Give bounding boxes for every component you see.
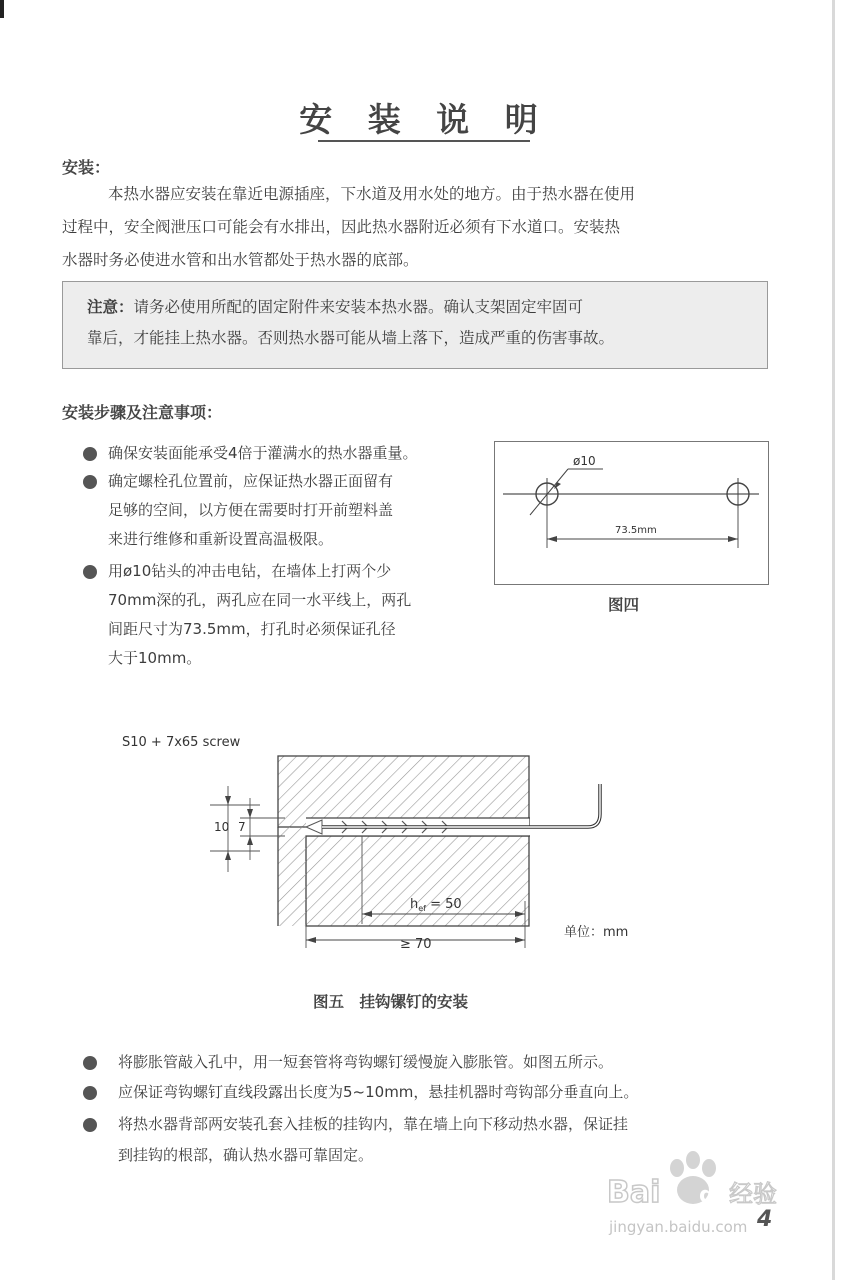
depth-label: ≥ 70 [400,937,432,952]
page-number: 4 [757,1207,773,1232]
note-line-1: 请务必使用所配的固定附件来安装本热水器。确认支架固定牢固可 [133,298,584,316]
bullet-icon [83,1056,97,1070]
page-title: 安 装 说 明 [299,100,550,139]
final-bullet-3-line-2: 到挂钩的根部，确认热水器可靠固定。 [118,1146,374,1164]
step-bullet-1-line-1: 确保安装面能承受4倍于灌满水的热水器重量。 [108,444,418,462]
figure-4-caption: 图四 [608,596,640,614]
warning-note-box [62,281,768,369]
step-bullet-3-line-4: 大于10mm。 [108,649,202,667]
step-bullet-3-line-3: 间距尺寸为73.5mm，打孔时必须保证孔径 [108,620,396,638]
step-bullet-2-line-1: 确定螺栓孔位置前，应保证热水器正面留有 [108,472,394,490]
diameter-label: ø10 [573,454,596,468]
watermark-brand-left: Bai [607,1175,661,1210]
bullet-icon [83,1118,97,1132]
bullet-icon [83,1086,97,1100]
watermark-url: jingyan.baidu.com [609,1218,748,1236]
title-underline [318,140,530,142]
step-bullet-2-line-2: 足够的空间，以方便在需要时打开前塑料盖 [108,501,394,519]
steps-heading: 安装步骤及注意事项： [62,403,223,422]
install-line-2: 过程中，安全阀泄压口可能会有水排出，因此热水器附近必须有下水道口。安装热 [62,218,621,236]
bullet-icon [83,565,97,579]
hef-label: $h_{ef} = 50$ [410,897,462,913]
install-line-3: 水器时务必使进水管和出水管都处于热水器的底部。 [62,251,419,269]
watermark-brand-cn: 经验 [729,1180,777,1208]
step-bullet-3-line-2: 70mm深的孔，两孔应在同一水平线上，两孔 [108,591,412,609]
final-bullet-2-line-1: 应保证弯钩螺钉直线段露出长度为5~10mm，悬挂机器时弯钩部分垂直向上。 [118,1083,639,1101]
note-label: 注意： [87,298,134,316]
bullet-icon [83,447,97,461]
step-bullet-2-line-3: 来进行维修和重新设置高温极限。 [108,530,334,548]
distance-label: 73.5mm [615,525,657,536]
dimension-10-label: 10 [214,820,230,834]
figure-5-caption: 图五 挂钩镙钉的安装 [313,993,469,1011]
unit-label: 单位：mm [564,925,629,940]
bullet-icon [83,475,97,489]
dimension-7-label: 7 [238,820,246,834]
scan-corner-mark [0,0,4,18]
wall-upper-section [278,756,529,827]
screw-label: S10 + 7x65 screw [122,735,241,750]
watermark-brand-right: du [699,1183,731,1208]
install-line-1: 本热水器应安装在靠近电源插座，下水道及用水处的地方。由于热水器在使用 [108,185,636,203]
step-bullet-3-line-1: 用ø10钻头的冲击电钻，在墙体上打两个少 [108,562,392,580]
install-heading: 安装： [62,158,111,177]
figure-5-drawing [110,726,670,961]
final-bullet-3-line-1: 将热水器背部两安装孔套入挂板的挂钩内，靠在墙上向下移动热水器，保证挂 [118,1115,629,1133]
baidu-jingyan-watermark [597,1148,797,1248]
final-bullet-1-line-1: 将膨胀管敲入孔中，用一短套管将弯钩螺钉缓慢旋入膨胀管。如图五所示。 [118,1053,614,1071]
figure-4-drawing [495,442,767,583]
note-line-2: 靠后，才能挂上热水器。否则热水器可能从墙上落下，造成严重的伤害事故。 [87,329,615,347]
figure-4-box [494,441,769,585]
scan-page-edge [832,0,835,1280]
